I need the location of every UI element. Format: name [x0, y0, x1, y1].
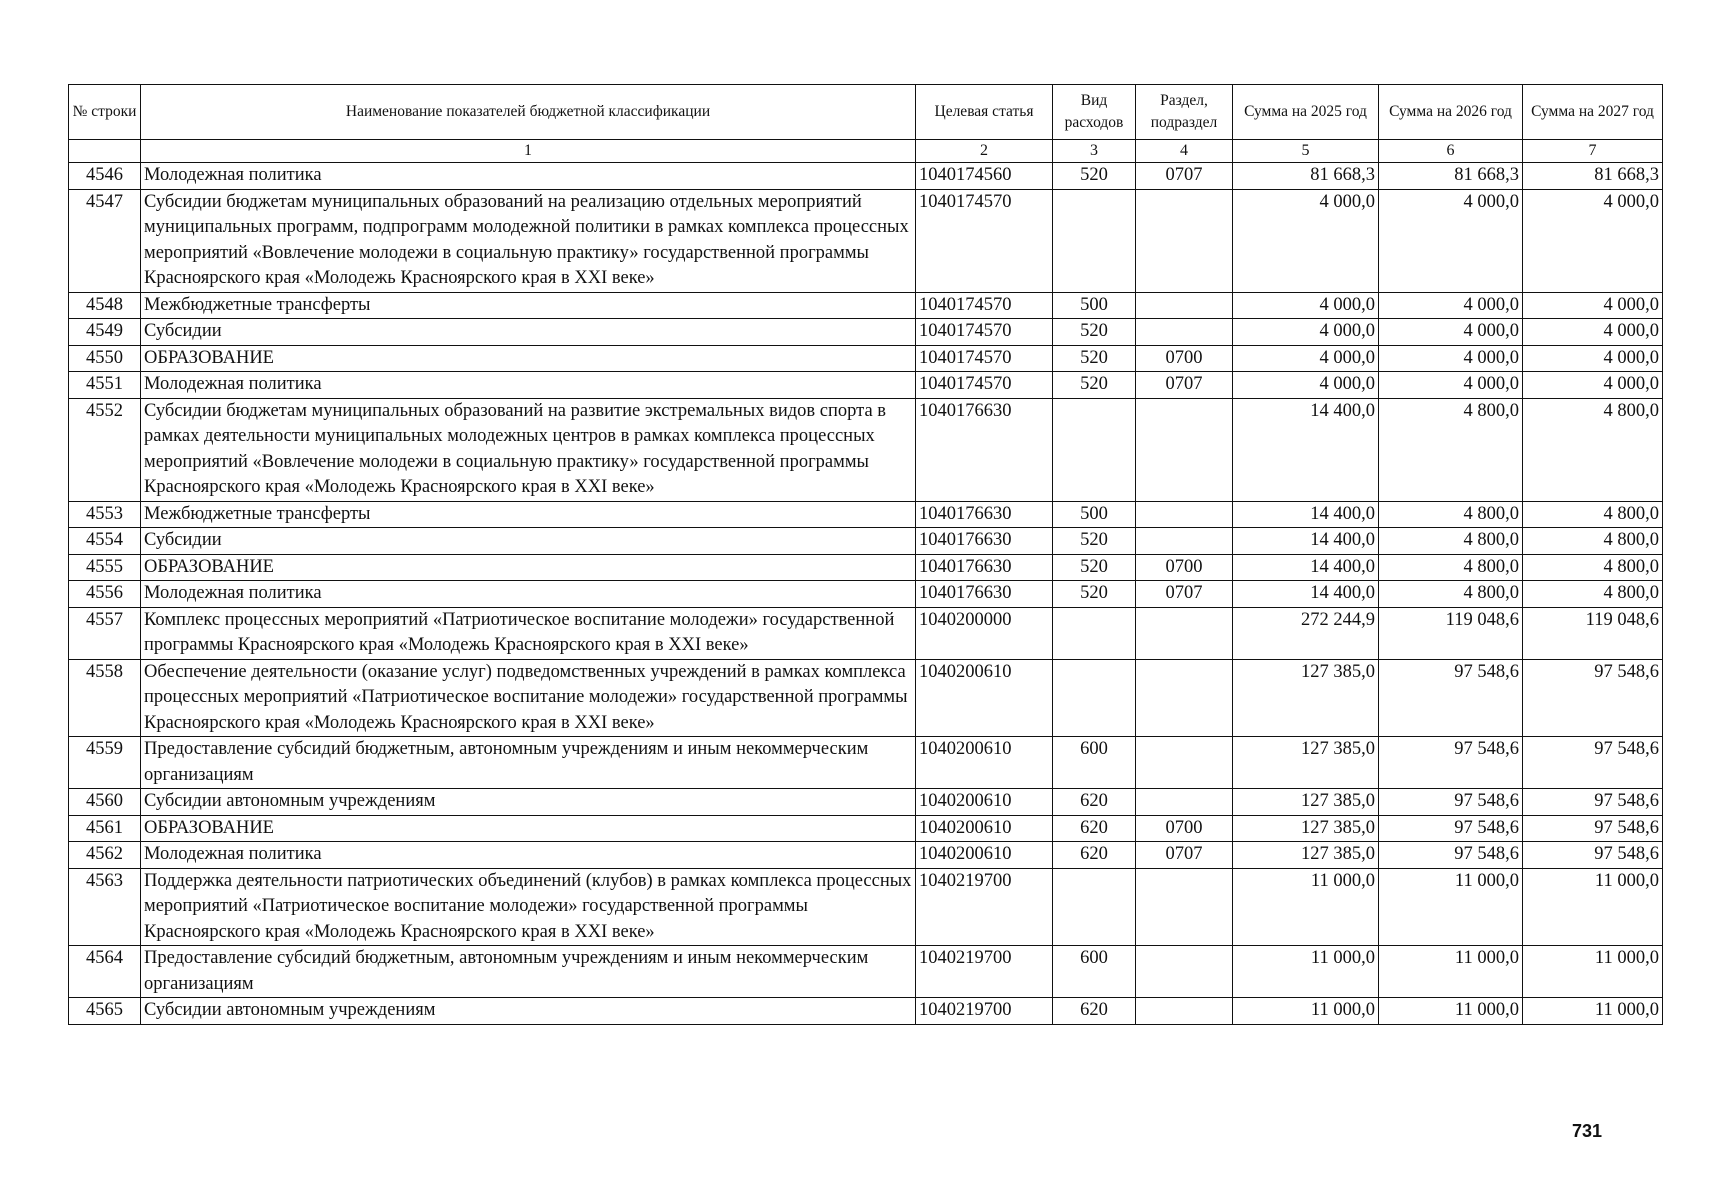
- row-sum-2026: 11 000,0: [1379, 868, 1523, 946]
- row-section: [1136, 189, 1233, 292]
- row-number: 4558: [69, 659, 141, 737]
- row-sum-2025: 14 400,0: [1233, 528, 1379, 555]
- row-section: [1136, 292, 1233, 319]
- row-number: 4561: [69, 815, 141, 842]
- row-name: ОБРАЗОВАНИЕ: [141, 815, 916, 842]
- row-target-article: 1040174570: [916, 372, 1053, 399]
- row-target-article: 1040219700: [916, 998, 1053, 1025]
- row-number: 4559: [69, 737, 141, 789]
- row-name: Молодежная политика: [141, 163, 916, 190]
- table-row: [69, 163, 1663, 190]
- row-name: Межбюджетные трансферты: [141, 292, 916, 319]
- column-number-row: [69, 140, 1663, 163]
- row-sum-2025: 4 000,0: [1233, 189, 1379, 292]
- row-name: Субсидии: [141, 319, 916, 346]
- column-number: 7: [1523, 140, 1663, 163]
- row-section: 0707: [1136, 581, 1233, 608]
- row-sum-2026: 4 800,0: [1379, 581, 1523, 608]
- table-row: [69, 815, 1663, 842]
- row-number: 4548: [69, 292, 141, 319]
- row-sum-2027: 97 548,6: [1523, 737, 1663, 789]
- row-number: 4549: [69, 319, 141, 346]
- table-row: [69, 737, 1663, 789]
- header-sum-2027: Сумма на 2027 год: [1523, 85, 1663, 140]
- row-expense-type: 620: [1053, 998, 1136, 1025]
- row-name: Субсидии автономным учреждениям: [141, 998, 916, 1025]
- row-name: ОБРАЗОВАНИЕ: [141, 554, 916, 581]
- row-target-article: 1040200000: [916, 607, 1053, 659]
- row-name: Субсидии бюджетам муниципальных образований на развитие экстремальных видов спорта в рамках деятельности муниципальных молодежных центров в рамках комплекса процессных мероприятий «Вовлечение молодежи в социальную практику» государственной программы Красноярского края «Молодежь Красноярского края в XXI веке»: [141, 398, 916, 501]
- header-sum-2025: Сумма на 2025 год: [1233, 85, 1379, 140]
- row-target-article: 1040200610: [916, 789, 1053, 816]
- row-target-article: 1040176630: [916, 528, 1053, 555]
- page-number: 731: [1572, 1121, 1603, 1141]
- row-sum-2025: 127 385,0: [1233, 842, 1379, 869]
- row-sum-2027: 97 548,6: [1523, 842, 1663, 869]
- row-section: [1136, 501, 1233, 528]
- row-target-article: 1040200610: [916, 737, 1053, 789]
- row-expense-type: 520: [1053, 163, 1136, 190]
- row-sum-2026: 4 800,0: [1379, 554, 1523, 581]
- row-number: 4556: [69, 581, 141, 608]
- row-expense-type: 520: [1053, 372, 1136, 399]
- table-row: [69, 946, 1663, 998]
- row-expense-type: 520: [1053, 554, 1136, 581]
- row-sum-2027: 119 048,6: [1523, 607, 1663, 659]
- row-number: 4562: [69, 842, 141, 869]
- table-row: [69, 868, 1663, 946]
- table-row: [69, 581, 1663, 608]
- row-sum-2026: 4 800,0: [1379, 398, 1523, 501]
- row-number: 4565: [69, 998, 141, 1025]
- row-expense-type: 620: [1053, 789, 1136, 816]
- row-name: Субсидии автономным учреждениям: [141, 789, 916, 816]
- row-sum-2027: 4 000,0: [1523, 372, 1663, 399]
- row-number: 4551: [69, 372, 141, 399]
- row-section: [1136, 868, 1233, 946]
- row-number: 4557: [69, 607, 141, 659]
- table-row: [69, 842, 1663, 869]
- row-expense-type: 620: [1053, 842, 1136, 869]
- row-name: Предоставление субсидий бюджетным, автономным учреждениям и иным некоммерческим организациям: [141, 946, 916, 998]
- row-name: Поддержка деятельности патриотических объединений (клубов) в рамках комплекса процессных мероприятий «Патриотическое воспитание молодежи» государственной программы Красноярского края «Молодежь Красноярского края в XXI веке»: [141, 868, 916, 946]
- table-row: [69, 659, 1663, 737]
- row-section: [1136, 398, 1233, 501]
- row-name: Межбюджетные трансферты: [141, 501, 916, 528]
- table-row: [69, 292, 1663, 319]
- row-target-article: 1040176630: [916, 398, 1053, 501]
- row-sum-2027: 97 548,6: [1523, 659, 1663, 737]
- row-section: 0700: [1136, 345, 1233, 372]
- row-sum-2025: 127 385,0: [1233, 737, 1379, 789]
- row-section: 0700: [1136, 815, 1233, 842]
- row-sum-2027: 4 000,0: [1523, 319, 1663, 346]
- row-sum-2027: 4 000,0: [1523, 292, 1663, 319]
- header-name: Наименование показателей бюджетной классификации: [141, 85, 916, 140]
- row-name: Субсидии бюджетам муниципальных образований на реализацию отдельных мероприятий муниципальных программ, подпрограмм молодежной политики в рамках комплекса процессных мероприятий «Вовлечение молодежи в социальную практику» государственной программы Красноярского края «Молодежь Красноярского края в XXI веке»: [141, 189, 916, 292]
- row-target-article: 1040176630: [916, 501, 1053, 528]
- row-target-article: 1040176630: [916, 581, 1053, 608]
- row-sum-2025: 4 000,0: [1233, 345, 1379, 372]
- row-target-article: 1040174570: [916, 292, 1053, 319]
- row-expense-type: 620: [1053, 815, 1136, 842]
- row-expense-type: 500: [1053, 501, 1136, 528]
- row-sum-2026: 97 548,6: [1379, 737, 1523, 789]
- row-expense-type: 520: [1053, 345, 1136, 372]
- header-razdel: Раздел, подраздел: [1136, 85, 1233, 140]
- row-target-article: 1040200610: [916, 842, 1053, 869]
- row-sum-2025: 127 385,0: [1233, 815, 1379, 842]
- row-sum-2026: 4 000,0: [1379, 292, 1523, 319]
- header-row-no: № строки: [69, 85, 141, 140]
- table-row: [69, 372, 1663, 399]
- column-number: 5: [1233, 140, 1379, 163]
- row-number: 4563: [69, 868, 141, 946]
- row-sum-2026: 97 548,6: [1379, 815, 1523, 842]
- row-expense-type: 520: [1053, 581, 1136, 608]
- row-sum-2027: 4 800,0: [1523, 554, 1663, 581]
- row-expense-type: [1053, 189, 1136, 292]
- row-sum-2027: 4 800,0: [1523, 501, 1663, 528]
- row-target-article: 1040174570: [916, 189, 1053, 292]
- row-sum-2026: 97 548,6: [1379, 659, 1523, 737]
- row-target-article: 1040174570: [916, 345, 1053, 372]
- row-section: 0700: [1136, 554, 1233, 581]
- row-sum-2025: 4 000,0: [1233, 372, 1379, 399]
- table-row: [69, 554, 1663, 581]
- row-expense-type: 520: [1053, 528, 1136, 555]
- table-row: [69, 398, 1663, 501]
- column-number: 4: [1136, 140, 1233, 163]
- row-expense-type: 500: [1053, 292, 1136, 319]
- row-expense-type: [1053, 659, 1136, 737]
- row-sum-2027: 11 000,0: [1523, 946, 1663, 998]
- row-sum-2025: 11 000,0: [1233, 998, 1379, 1025]
- table-row: [69, 789, 1663, 816]
- row-sum-2025: 4 000,0: [1233, 292, 1379, 319]
- column-number: 3: [1053, 140, 1136, 163]
- row-sum-2026: 97 548,6: [1379, 789, 1523, 816]
- row-section: [1136, 528, 1233, 555]
- row-target-article: 1040176630: [916, 554, 1053, 581]
- row-sum-2026: 11 000,0: [1379, 946, 1523, 998]
- row-target-article: 1040174560: [916, 163, 1053, 190]
- row-section: [1136, 607, 1233, 659]
- row-target-article: 1040174570: [916, 319, 1053, 346]
- row-section: [1136, 737, 1233, 789]
- row-expense-type: 600: [1053, 946, 1136, 998]
- row-number: 4555: [69, 554, 141, 581]
- row-target-article: 1040200610: [916, 659, 1053, 737]
- row-sum-2026: 4 000,0: [1379, 189, 1523, 292]
- table-row: [69, 319, 1663, 346]
- row-target-article: 1040219700: [916, 868, 1053, 946]
- row-name: ОБРАЗОВАНИЕ: [141, 345, 916, 372]
- row-sum-2026: 81 668,3: [1379, 163, 1523, 190]
- row-sum-2025: 14 400,0: [1233, 501, 1379, 528]
- budget-table: [68, 84, 1663, 1025]
- row-name: Комплекс процессных мероприятий «Патриотическое воспитание молодежи» государственной программы Красноярского края «Молодежь Красноярского края в XXI веке»: [141, 607, 916, 659]
- row-sum-2026: 119 048,6: [1379, 607, 1523, 659]
- row-name: Молодежная политика: [141, 581, 916, 608]
- row-name: Молодежная политика: [141, 372, 916, 399]
- row-section: 0707: [1136, 372, 1233, 399]
- row-sum-2025: 14 400,0: [1233, 554, 1379, 581]
- column-number: 6: [1379, 140, 1523, 163]
- column-number: 2: [916, 140, 1053, 163]
- row-sum-2025: 272 244,9: [1233, 607, 1379, 659]
- row-sum-2026: 4 000,0: [1379, 345, 1523, 372]
- row-sum-2025: 4 000,0: [1233, 319, 1379, 346]
- header-vid: Вид расходов: [1053, 85, 1136, 140]
- row-sum-2027: 11 000,0: [1523, 868, 1663, 946]
- column-number-empty: [69, 140, 141, 163]
- row-number: 4554: [69, 528, 141, 555]
- table-row: [69, 607, 1663, 659]
- header-sum-2026: Сумма на 2026 год: [1379, 85, 1523, 140]
- table-body: [69, 163, 1663, 1025]
- row-expense-type: 520: [1053, 319, 1136, 346]
- row-sum-2027: 97 548,6: [1523, 815, 1663, 842]
- row-sum-2027: 4 000,0: [1523, 189, 1663, 292]
- row-sum-2026: 4 000,0: [1379, 319, 1523, 346]
- row-number: 4546: [69, 163, 141, 190]
- row-sum-2027: 4 000,0: [1523, 345, 1663, 372]
- row-number: 4553: [69, 501, 141, 528]
- row-target-article: 1040219700: [916, 946, 1053, 998]
- row-sum-2027: 11 000,0: [1523, 998, 1663, 1025]
- row-name: Предоставление субсидий бюджетным, автономным учреждениям и иным некоммерческим организациям: [141, 737, 916, 789]
- row-number: 4550: [69, 345, 141, 372]
- row-number: 4552: [69, 398, 141, 501]
- row-sum-2026: 11 000,0: [1379, 998, 1523, 1025]
- row-sum-2025: 14 400,0: [1233, 398, 1379, 501]
- row-expense-type: [1053, 398, 1136, 501]
- row-sum-2027: 97 548,6: [1523, 789, 1663, 816]
- column-number: 1: [141, 140, 916, 163]
- header-target: Целевая статья: [916, 85, 1053, 140]
- row-section: 0707: [1136, 163, 1233, 190]
- row-sum-2027: 81 668,3: [1523, 163, 1663, 190]
- row-target-article: 1040200610: [916, 815, 1053, 842]
- row-sum-2026: 4 000,0: [1379, 372, 1523, 399]
- row-expense-type: [1053, 868, 1136, 946]
- row-sum-2027: 4 800,0: [1523, 581, 1663, 608]
- row-sum-2026: 97 548,6: [1379, 842, 1523, 869]
- row-sum-2025: 127 385,0: [1233, 659, 1379, 737]
- table-row: [69, 998, 1663, 1025]
- row-sum-2026: 4 800,0: [1379, 501, 1523, 528]
- row-sum-2025: 11 000,0: [1233, 868, 1379, 946]
- row-section: [1136, 789, 1233, 816]
- row-sum-2025: 81 668,3: [1233, 163, 1379, 190]
- row-section: 0707: [1136, 842, 1233, 869]
- row-sum-2025: 11 000,0: [1233, 946, 1379, 998]
- row-sum-2027: 4 800,0: [1523, 398, 1663, 501]
- table-header-row: [69, 85, 1663, 140]
- row-expense-type: 600: [1053, 737, 1136, 789]
- row-sum-2026: 4 800,0: [1379, 528, 1523, 555]
- row-name: Молодежная политика: [141, 842, 916, 869]
- table-row: [69, 189, 1663, 292]
- row-section: [1136, 319, 1233, 346]
- row-section: [1136, 946, 1233, 998]
- row-section: [1136, 659, 1233, 737]
- row-name: Субсидии: [141, 528, 916, 555]
- row-name: Обеспечение деятельности (оказание услуг) подведомственных учреждений в рамках комплекса процессных мероприятий «Патриотическое воспитание молодежи» государственной программы Красноярского края «Молодежь Красноярского края в XXI веке»: [141, 659, 916, 737]
- row-expense-type: [1053, 607, 1136, 659]
- row-number: 4560: [69, 789, 141, 816]
- table-row: [69, 528, 1663, 555]
- row-number: 4547: [69, 189, 141, 292]
- row-number: 4564: [69, 946, 141, 998]
- table-row: [69, 345, 1663, 372]
- row-sum-2025: 127 385,0: [1233, 789, 1379, 816]
- row-sum-2025: 14 400,0: [1233, 581, 1379, 608]
- row-section: [1136, 998, 1233, 1025]
- row-sum-2027: 4 800,0: [1523, 528, 1663, 555]
- table-row: [69, 501, 1663, 528]
